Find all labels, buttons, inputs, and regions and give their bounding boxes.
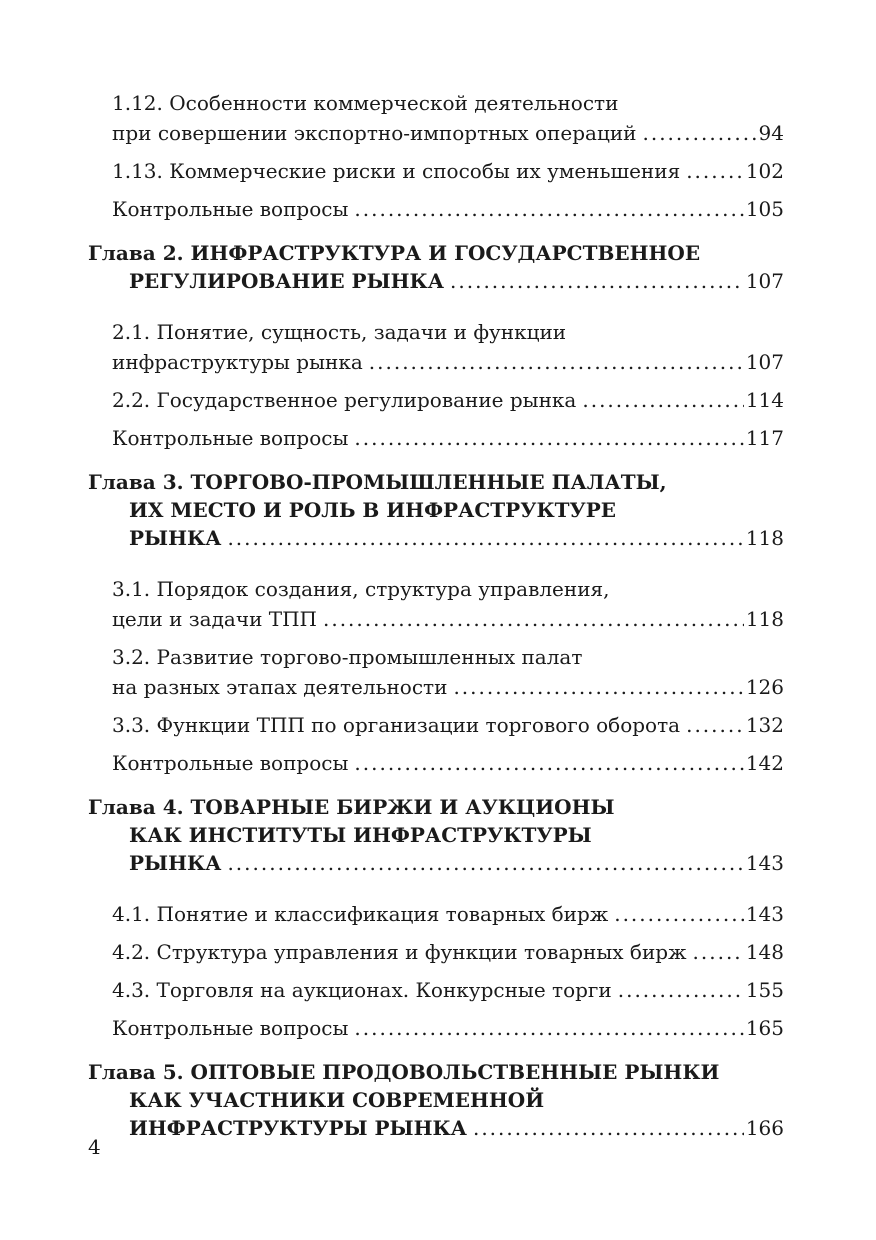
- page-ref: 107: [745, 269, 784, 293]
- page-ref: 105: [745, 197, 784, 221]
- toc-entry-4-2[interactable]: [112, 937, 784, 967]
- toc-entry-3-1[interactable]: [112, 574, 784, 634]
- toc-chapter-2[interactable]: [88, 239, 784, 295]
- leader-dots: [618, 975, 744, 1005]
- entry-title: 3.3. Функции ТПП по организации торгового оборота: [112, 713, 681, 737]
- toc-entry-2-1[interactable]: [112, 317, 784, 377]
- toc-entry-questions-2[interactable]: [112, 423, 784, 453]
- toc-chapter-3[interactable]: [88, 468, 784, 552]
- page-ref: 148: [745, 940, 784, 964]
- chapter-title-line: ИНФРАСТРУКТУРА И ГОСУДАРСТВЕННОЕ: [190, 241, 701, 265]
- page-number: 4: [88, 1135, 101, 1159]
- leader-dots: [582, 385, 743, 415]
- page-ref: 102: [745, 159, 784, 183]
- page-ref: 118: [745, 526, 784, 550]
- leader-dots: [354, 423, 743, 453]
- entry-title-line: 2.1. Понятие, сущность, задачи и функции: [112, 320, 567, 344]
- chapter-title-line: ТОВАРНЫЕ БИРЖИ И АУКЦИОНЫ: [190, 795, 615, 819]
- chapter-label: Глава 4.: [88, 795, 184, 819]
- chapter-title-line: ИХ МЕСТО И РОЛЬ В ИНФРАСТРУКТУРЕ: [129, 498, 617, 522]
- chapter-title-line: ТОРГОВО-ПРОМЫШЛЕННЫЕ ПАЛАТЫ,: [190, 470, 667, 494]
- entry-title: 4.1. Понятие и классификация товарных бирж: [112, 902, 609, 926]
- toc-entry-3-2[interactable]: [112, 642, 784, 702]
- entry-title-line: на разных этапах деятельности: [112, 675, 448, 699]
- chapter-label: Глава 3.: [88, 470, 184, 494]
- page-ref: 165: [745, 1016, 784, 1040]
- toc-chapter-4[interactable]: [88, 793, 784, 877]
- leader-dots: [323, 604, 744, 634]
- toc-entry-4-1[interactable]: [112, 899, 784, 929]
- entry-title: 4.2. Структура управления и функции товарных бирж: [112, 940, 687, 964]
- toc-entry-questions-4[interactable]: [112, 1013, 784, 1043]
- leader-dots: [453, 672, 743, 702]
- chapter-title-line: КАК УЧАСТНИКИ СОВРЕМЕННОЙ: [129, 1088, 545, 1112]
- entry-title: Контрольные вопросы: [112, 197, 349, 221]
- page-ref: 143: [745, 851, 784, 875]
- entry-title: Контрольные вопросы: [112, 1016, 349, 1040]
- chapter-title-line: РЫНКА: [129, 851, 222, 875]
- entry-title: Контрольные вопросы: [112, 751, 349, 775]
- leader-dots: [227, 849, 743, 877]
- toc-chapter-5[interactable]: [88, 1058, 784, 1142]
- entry-title-line: при совершении экспортно-импортных операций: [112, 121, 637, 145]
- chapter-label: Глава 5.: [88, 1060, 184, 1084]
- entry-title-line: инфраструктуры рынка: [112, 350, 363, 374]
- chapter-title-line: КАК ИНСТИТУТЫ ИНФРАСТРУКТУРЫ: [129, 823, 592, 847]
- leader-dots: [354, 1013, 743, 1043]
- entry-title-line: цели и задачи ТПП: [112, 607, 317, 631]
- page-ref: 94: [758, 121, 784, 145]
- toc-entry-4-3[interactable]: [112, 975, 784, 1005]
- toc-entry-questions-3[interactable]: [112, 748, 784, 778]
- leader-dots: [614, 899, 744, 929]
- toc-entry-2-2[interactable]: [112, 385, 784, 415]
- chapter-title-line: ОПТОВЫЕ ПРОДОВОЛЬСТВЕННЫЕ РЫНКИ: [190, 1060, 720, 1084]
- toc-entry-3-3[interactable]: [112, 710, 784, 740]
- leader-dots: [450, 267, 744, 295]
- entry-title: Контрольные вопросы: [112, 426, 349, 450]
- entry-title-line: 3.2. Развитие торгово-промышленных палат: [112, 645, 583, 669]
- toc-entry-questions-1[interactable]: [112, 194, 784, 224]
- leader-dots: [473, 1114, 744, 1142]
- page-ref: 142: [745, 751, 784, 775]
- page-ref: 118: [745, 607, 784, 631]
- entry-title: 2.2. Государственное регулирование рынка: [112, 388, 577, 412]
- page-ref: 155: [745, 978, 784, 1002]
- table-of-contents: [88, 88, 784, 1142]
- chapter-title-line: ИНФРАСТРУКТУРЫ РЫНКА: [129, 1116, 467, 1140]
- leader-dots: [642, 118, 756, 148]
- toc-entry-1-13[interactable]: [112, 156, 784, 186]
- leader-dots: [686, 156, 744, 186]
- page-ref: 114: [745, 388, 784, 412]
- leader-dots: [693, 937, 744, 967]
- entry-title-line: 3.1. Порядок создания, структура управления,: [112, 577, 610, 601]
- leader-dots: [354, 748, 743, 778]
- chapter-title-line: РЕГУЛИРОВАНИЕ РЫНКА: [129, 269, 445, 293]
- entry-title: 4.3. Торговля на аукционах. Конкурсные торги: [112, 978, 612, 1002]
- toc-entry-1-12[interactable]: [112, 88, 784, 148]
- leader-dots: [686, 710, 744, 740]
- entry-title-line: 1.12. Особенности коммерческой деятельности: [112, 91, 619, 115]
- leader-dots: [369, 347, 744, 377]
- chapter-label: Глава 2.: [88, 241, 184, 265]
- page-ref: 107: [745, 350, 784, 374]
- leader-dots: [227, 524, 743, 552]
- page-ref: 126: [745, 675, 784, 699]
- page-ref: 132: [745, 713, 784, 737]
- page-ref: 143: [745, 902, 784, 926]
- page-ref: 166: [745, 1116, 784, 1140]
- page-ref: 117: [745, 426, 784, 450]
- leader-dots: [354, 194, 743, 224]
- entry-title: 1.13. Коммерческие риски и способы их уменьшения: [112, 159, 681, 183]
- chapter-title-line: РЫНКА: [129, 526, 222, 550]
